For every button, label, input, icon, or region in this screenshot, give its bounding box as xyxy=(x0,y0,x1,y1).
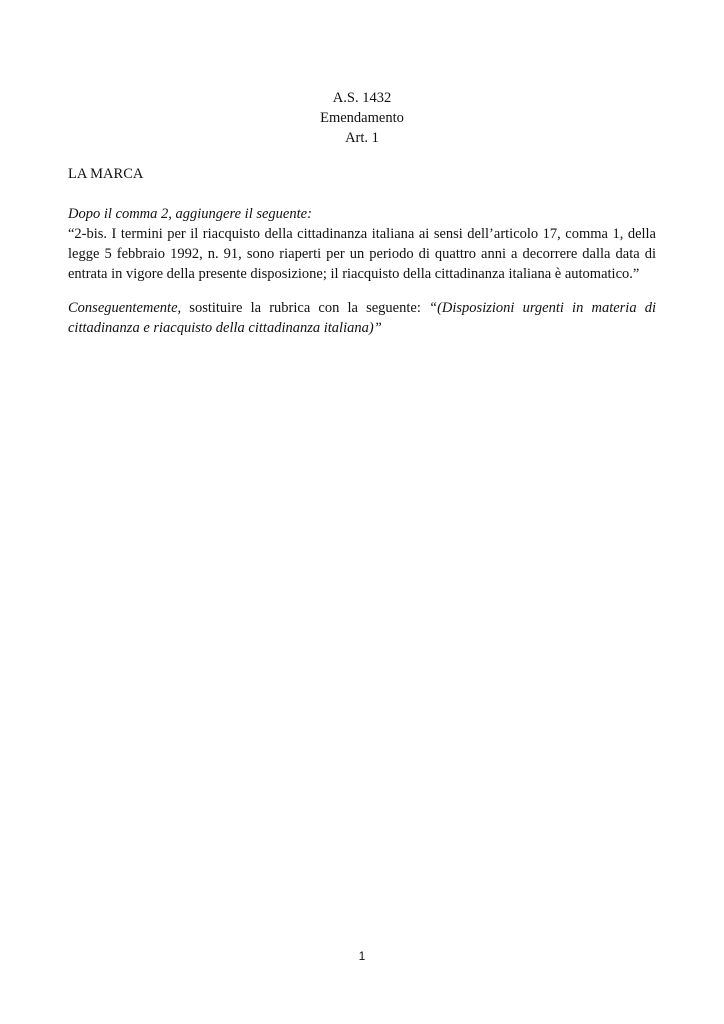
consequential-instruction: sostituire la rubrica con la seguente: xyxy=(181,300,430,316)
article-reference: Art. 1 xyxy=(345,130,379,146)
page-number: 1 xyxy=(358,949,366,963)
amendment-author: LA MARCA xyxy=(68,166,144,182)
new-title-text: “(Disposizioni urgenti in materia di cittadinanza e riacquisto della cittadinanza italiana)” xyxy=(68,300,657,336)
document-type: Emendamento xyxy=(320,110,404,126)
amendment-instruction: Dopo il comma 2, aggiungere il seguente: xyxy=(68,206,312,222)
amendment-body xyxy=(68,204,656,284)
amendment-text: “2-bis. I termini per il riacquisto della cittadinanza italiana ai sensi dell’articolo 17, comma 1, della legge 5 febbraio 1992, n. 91, sono riaperti per un periodo di quattro anni a decorrere dalla data di entrata in vigore della presente disposizione; il riacquisto della cittadinanza italiana è automatico.” xyxy=(68,226,656,282)
document-header xyxy=(0,88,724,148)
consequential-paragraph xyxy=(68,298,656,338)
consequential-lead: Conseguentemente, xyxy=(68,300,182,316)
bill-number: A.S. 1432 xyxy=(332,90,392,106)
consequential-amendment xyxy=(68,298,656,338)
